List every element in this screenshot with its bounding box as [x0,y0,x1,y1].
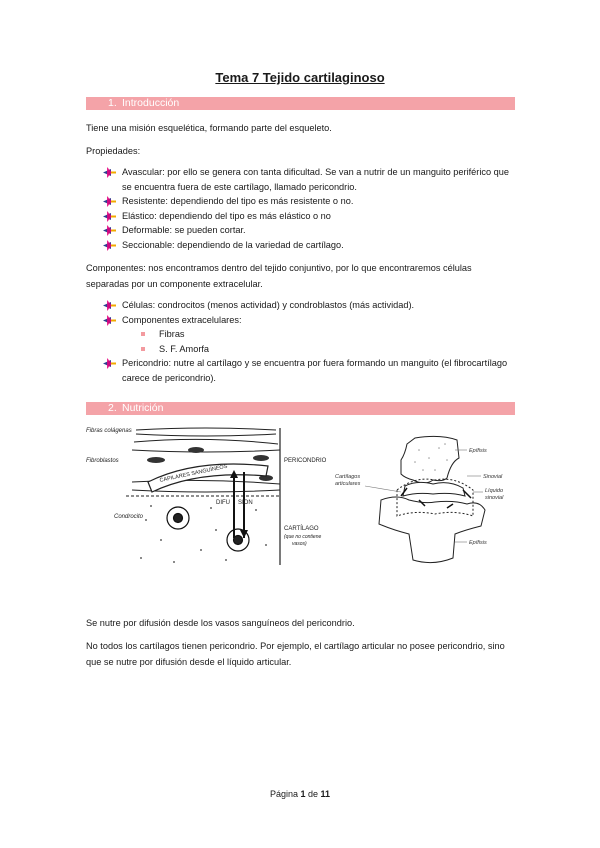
label-pericondrio: PERICONDRIO [284,458,326,464]
arrow-bullet-icon [103,211,116,222]
label-no-vasos-1: (que no contiene [284,534,322,540]
list-item: Componentes extracelulares: Fibras S. F. Amorfa [103,313,515,357]
arrow-bullet-icon [103,358,116,369]
footer-prefix: Página [269,789,298,799]
label-fibras: Fibras colágenas [86,428,132,434]
section-label: Nutrición [122,402,164,414]
section-heading-introduccion [86,97,515,110]
arrow-bullet-icon [103,196,116,207]
arrow-bullet-icon [103,300,116,311]
section-number: 2. [108,402,117,414]
label-no-vasos-2: vasos) [292,541,307,547]
page-footer [0,789,600,799]
label-cartilago: CARTÍLAGO [284,526,319,532]
intro-paragraph: Tiene una misión esquelética, formando parte del esqueleto. [86,123,332,133]
pericondrio-diagram [86,420,326,570]
square-bullet-icon [141,332,145,336]
label-sion: SION [238,500,253,506]
label-liquido-1: Líquido [485,488,504,494]
label-capilares: CAPILARES SANGUÍNEOS [159,463,228,484]
list-item: S. F. Amorfa [122,342,515,357]
components-paragraph: Componentes: nos encontramos dentro del tejido conjuntivo, por lo que encontraremos células separadas por un componente extracelular. [86,263,472,289]
label-fibroblastos: Fibroblastos [86,458,119,464]
properties-list [103,165,515,252]
articulacion-diagram [335,430,515,570]
label-cartilagos-2: articulares [335,481,361,487]
page-title: Tema 7 Tejido cartilaginoso [215,70,385,85]
arrow-bullet-icon [103,315,116,326]
list-item: Pericondrio: nutre al cartílago y se encuentra por fuera formando un manguito (el fibrocartílago carece de pericondrio). [103,356,515,385]
list-item: Avascular: por ello se genera con tanta dificultad. Se van a nutrir de un manguito periférico que se encuentra fuera de este cartílago, llamado pericondrio. [103,165,515,194]
square-bullet-icon [141,347,145,351]
list-item: Células: condrocitos (menos actividad) y condroblastos (más actividad). [103,298,515,313]
label-epifisis-bottom: Epífisis [469,540,487,546]
footer-middle: de [308,789,319,799]
arrow-bullet-icon [103,240,116,251]
label-difu: DIFU [216,500,230,506]
label-condrocito: Condrocito [114,514,144,520]
arrow-bullet-icon [103,225,116,236]
label-liquido-2: sinovial [485,495,504,501]
footer-current-page: 1 [300,789,306,799]
list-item: Deformable: se pueden cortar. [103,223,515,238]
nutrition-paragraph-2: No todos los cartílagos tienen pericondrio. Por ejemplo, el cartílago articular no posee pericondrio, sino que se nutre por difusión desde el líquido articular. [86,641,505,667]
section-number: 1. [108,97,117,109]
section-heading-nutricion [86,402,515,415]
extracellular-sublist [122,327,515,356]
list-item: Seccionable: dependiendo de la variedad de cartílago. [103,238,515,253]
nutrition-paragraph-1: Se nutre por difusión desde los vasos sanguíneos del pericondrio. [86,618,355,628]
footer-total-pages: 11 [320,789,331,799]
components-list [103,298,515,385]
list-item: Elástico: dependiendo del tipo es más elástico o no [103,209,515,224]
list-item: Fibras [122,327,515,342]
arrow-bullet-icon [103,167,116,178]
label-cartilagos-1: Cartílagos [335,474,361,480]
section-label: Introducción [122,97,180,109]
list-item: Resistente: dependiendo del tipo es más resistente o no. [103,194,515,209]
label-epifisis-top: Epífisis [469,448,487,454]
properties-heading: Propiedades: [86,146,141,156]
label-sinovial: Sinovial [483,474,503,480]
